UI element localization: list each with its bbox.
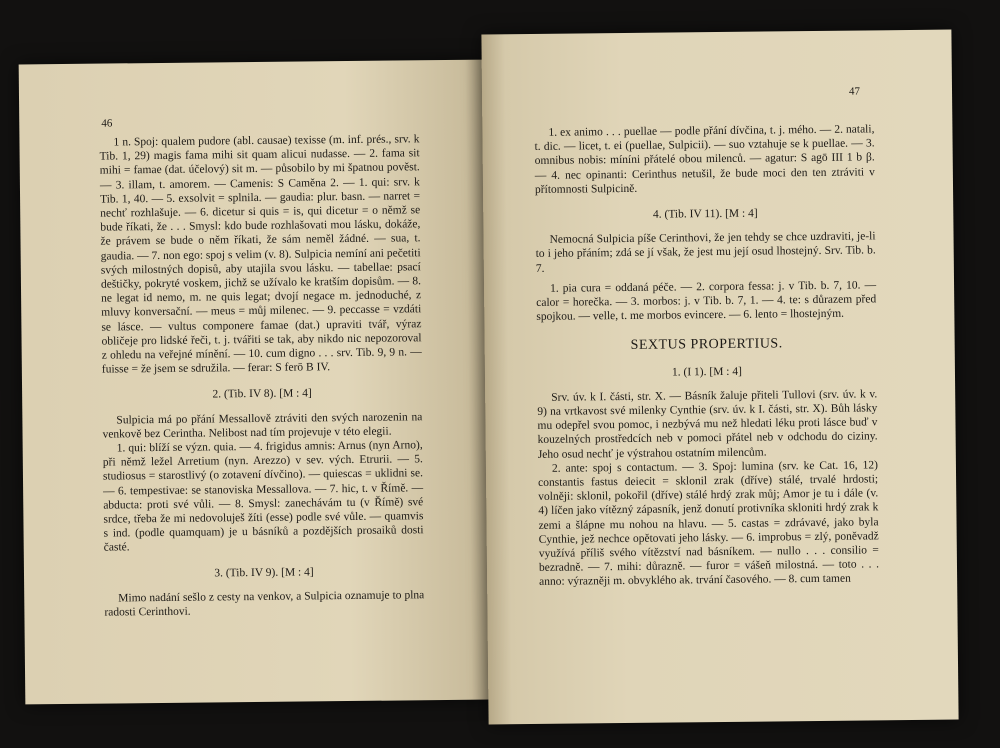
author-title: SEXTUS PROPERTIUS. — [630, 336, 783, 354]
commentary-paragraph: 1. pia cura = oddaná péče. — 2. corpora fessa: j. v Tib. b. 7, 10. — calor = horečka. — 3. morbos: j. v Tib. b. 7, 1. — 4. te: s důrazem před spojkou. — velle, t. me morbos evincere. — 6. lento = lhostejným. — [536, 279, 877, 324]
commentary-paragraph: 1. qui: blíží se význ. quia. — 4. frigidus amnis: Arnus (nyn Arno), při němž ležel Arretium (nyn. Arezzo) v sev. vých. Etrurii. — 5. studiosus = starostlivý (o zotavení dívčino). — quiescas = uklidni se. — 6. tempestivae: se stanoviska Messallova. — 7. hic, t. v Římě. — abducta: proti své vůli. — 8. Smysl: zanechávám tu (v Římě) své srdce, třeba že mi nedovoluješ žíti (esse) podle své vůle. — quamvis s ind. (podle quamquam) je u básníků a pozdějších prosaiků dosti časté. — [102, 439, 424, 555]
intro-paragraph: Mimo nadání sešlo z cesty na venkov, a Sulpicia oznamuje to plna radosti Cerinthovi. — [104, 589, 425, 619]
section-heading: 4. (Tib. IV 11). [M : 4] — [652, 207, 758, 221]
section-heading: 1. (I 1). [M : 4] — [671, 365, 742, 379]
commentary-paragraph: 1. ex animo . . . puellae — podle přání dívčina, t. j. mého. — 2. natali, t. dic. — licet, t. ei (puellae, Sulpicii). — suo vztahuje se k puellae. — 3. omnibus nobis: míníni přátelé obou milenců. — agatur: S agō III 1 b β. — 4. nec opinanti: Cerinthus netušil, že bude moci den ten ztráviti v přítomnosti Sulpicině. — [534, 123, 875, 196]
left-page — [19, 60, 491, 705]
commentary-paragraph: 2. ante: spoj s contactum. — 3. Spoj: lumina (srv. ke Cat. 16, 12) constantis fastus deiecit = sklonil zrak (dříve) stálé, trvalé hrdosti; volněji: sklonil, pokořil (dříve) stálé hrdý zrak můj; Amor je tu i dále (v. 4) líčen jako vítězný zápasník, jenž donutí protivníka skloniti hrdý zrak k zemi a šlápne mu nohou na hlavu. — 5. castas = zdrávavé, jako byla Cynthie, jež nechce opětovati jeho lásky. — 6. improbus = zlý, poněvadž využívá příliš svého vítězství nad básníkem. — nullo . . . consilio = bezradně. — 7. mihi: důrazně. — furor = vášeň milostná. — toto . . . anno: výrazněji m. obvyklého ak. trvání časového. — 8. cum tamen — [538, 459, 880, 589]
page-text — [99, 132, 424, 620]
intro-paragraph: Sulpicia má po přání Messallově ztráviti den svých narozenin na venkově bez Cerintha. Nelibost nad tím projevuje v této elegii. — [102, 410, 423, 441]
section-heading: 2. (Tib. IV 8). [M : 4] — [212, 387, 312, 401]
right-page — [481, 30, 958, 725]
page-number: 47 — [848, 85, 861, 98]
page-text — [534, 122, 879, 589]
intro-paragraph: Srv. úv. k I. části, str. X. — Básník žaluje přiteli Tullovi (srv. úv. k v. 9) na vrtkavost své milenky Cynthie (srv. úv. k I. části, str. X). Bůh lásky mu odepřel svou pomoc, i nezbývá mu než hledati léku proti lásce buď v kouzelných prostředcích neb v pomoci přátel neb v odchodu do ciziny. Jeho osud nechť je výstrahou ostatním milencům. — [537, 388, 878, 461]
intro-paragraph: Nemocná Sulpicia píše Cerinthovi, že jen tehdy se chce uzdraviti, je-li to i jeho přáním; zdá se jí však, že jest mu její osud lhostejný. Srv. Tib. b. 7. — [535, 230, 876, 275]
section-heading: 3. (Tib. IV 9). [M : 4] — [214, 566, 314, 580]
page-number: 46 — [101, 117, 113, 130]
commentary-paragraph: 1 n. Spoj: qualem pudore (abl. causae) texisse (m. inf. prés., srv. k Tib. 1, 29) magis fama mihi sit quam alicui nudasse. — 2. fama sit mihi = famae (dat. účelový) sit m. — působilo by mi špatnou pověst. — 3. illam, t. amorem. — Camenis: S Caměna 2. — 1. qui: srv. k Tib. 1, 40. — 5. exsolvit = splnila. — gaudia: plur. basn. — narret = nechť rozhlašuje. — 6. dicetur si quis = is, qui dicetur = o němž se bude říkati, že . . . Smysl: kdo bude rozhlašovati mou lásku, dokáže, že právem se bude o něm říkati, že sám neměl žádné. — sua, t. gaudia. — 7. non ego: spoj s velim (v. 8). Sulpicia nemíní ani pečetiti svých milostných dopisů, aby utajila svou lásku. — tabellae: psací deštičky, pokryté voskem, jichž se užívalo ke kratším dopisům. — 8. ne legat id nemo, m. ne quis legat; dvojí negace m. jednoduché, z mluvy konversační. — meus = můj milenec. — 9. peccasse = vzdáti se lásce. — vultus componere famae (dat.) upraviti tvář, výraz obličeje pro lidské řeči, t. j. tvářiti se tak, aby nikdo nic nepozoroval z ohledu na veřejné mínění. — 10. cum digno . . . srv. Tib. 9, 9 n. — fuisse = že jsem se sdružila. — ferar: S ferō B IV. — [99, 133, 422, 376]
